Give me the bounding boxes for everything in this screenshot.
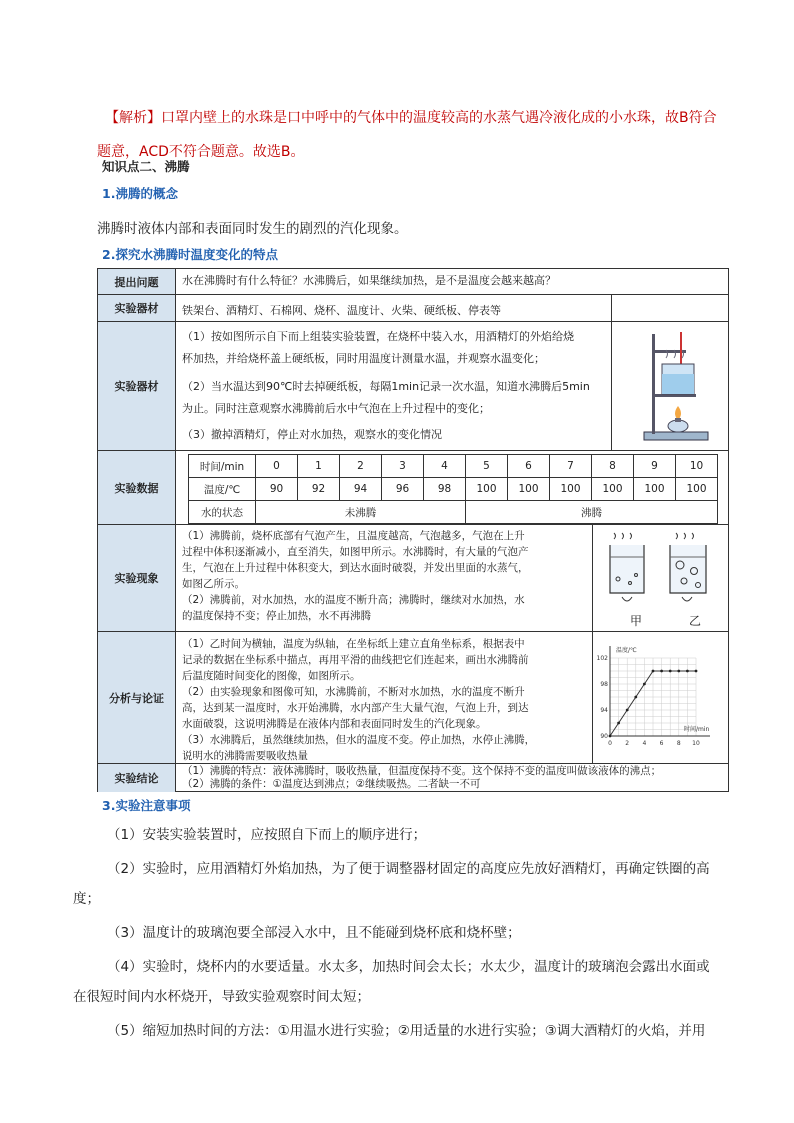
- row-header: 实验现象: [98, 525, 176, 631]
- row-header: 分析与论证: [98, 632, 176, 763]
- x-tick-label: 4: [642, 740, 647, 747]
- table-row: [98, 294, 728, 321]
- y-tick-label: 98: [600, 681, 608, 688]
- temp-cell: 90: [256, 478, 298, 501]
- data-table: [188, 454, 718, 524]
- temp-cell: 100: [592, 478, 634, 501]
- data-point: [652, 670, 655, 673]
- temp-cell: 100: [550, 478, 592, 501]
- time-cell: 10: [676, 455, 718, 478]
- analysis-line-2: 题意，ACD不符合题意。故选B。: [97, 144, 305, 160]
- table-row: [98, 524, 728, 631]
- cell-divider: [611, 322, 612, 450]
- text-line: 后温度随时间变化的图像，如图所示。: [182, 670, 361, 682]
- time-cell: 9: [634, 455, 676, 478]
- state-after: 沸腾: [466, 501, 718, 524]
- cell-divider: [611, 295, 612, 321]
- time-cell: 0: [256, 455, 298, 478]
- temp-cell: 100: [676, 478, 718, 501]
- temp-label: 温度/℃: [189, 478, 256, 501]
- heading-boiling-concept: 1.沸腾的概念: [102, 186, 178, 201]
- temp-cell: 98: [424, 478, 466, 501]
- table-row: [98, 763, 728, 792]
- x-tick-label: 10: [692, 740, 700, 747]
- state-before: 未沸腾: [256, 501, 466, 524]
- note-item: （3）温度计的玻璃泡要全部浸入水中，且不能碰到烧杯底和烧杯壁；: [107, 925, 521, 941]
- row-content: 水在沸腾时有什么特征？水沸腾后，如果继续加热，是不是温度会越来越高？: [182, 274, 556, 287]
- analysis-line-1: 口罩内壁上的水珠是口中呼中的气体中的温度较高的水蒸气遇冷液化成的小水珠，故B符合: [161, 110, 717, 126]
- apparatus-illustration: [636, 328, 716, 446]
- x-tick-label: 0: [608, 740, 612, 747]
- note-item: （1）安装实验装置时，应按照自下而上的顺序进行；: [107, 827, 427, 843]
- temp-cell: 100: [466, 478, 508, 501]
- time-cell: 1: [298, 455, 340, 478]
- time-cell: 5: [466, 455, 508, 478]
- data-point: [660, 670, 663, 673]
- text-line: （3）水沸腾后，虽然继续加热，但水的温度不变。停止加热，水停止沸腾，: [182, 734, 536, 746]
- data-point: [626, 709, 629, 712]
- heading-notes: 3.实验注意事项: [102, 798, 191, 813]
- analysis-paragraph: [97, 101, 727, 169]
- time-cell: 2: [340, 455, 382, 478]
- note-item: 在很短时间内水杯烧开，导致实验观察时间太短；: [73, 989, 370, 1005]
- row-header: 提出问题: [98, 269, 176, 294]
- row-content: [176, 322, 613, 450]
- data-point: [677, 670, 680, 673]
- text-line: 说明水的沸腾需要吸收热量: [182, 750, 308, 762]
- text-line: 高，达到某一温度时，水开始沸腾，水内部产生大量气泡，气泡上升，到达: [182, 702, 529, 714]
- row-header: 实验结论: [98, 764, 176, 792]
- text-line: 如图乙所示。: [182, 578, 245, 590]
- time-cell: 3: [382, 455, 424, 478]
- y-tick-label: 102: [596, 655, 608, 662]
- note-item: （4）实验时，烧杯内的水要适量。水太多，加热时间会太长；水太少，温度计的玻璃泡会露出水面或: [107, 959, 710, 975]
- temp-cell: 96: [382, 478, 424, 501]
- row-content: [176, 632, 596, 763]
- data-point: [695, 670, 698, 673]
- data-point: [609, 735, 612, 738]
- text-line: 记录的数据在坐标系中描点，再用平滑的曲线把它们连起来，画出水沸腾前: [182, 654, 529, 666]
- row-content: 铁架台、酒精灯、石棉网、烧杯、温度计、火柴、硬纸板、停表等: [182, 304, 501, 317]
- data-point: [643, 683, 646, 686]
- row-header: 实验数据: [98, 451, 176, 524]
- note-item: （5）缩短加热时间的方法：①用温水进行实验；②用适量的水进行实验；③调大酒精灯的火焰，并用: [107, 1023, 706, 1039]
- text-line: （2）沸腾前，对水加热，水的温度不断升高；沸腾时，继续对水加热，水: [182, 594, 525, 606]
- data-point: [686, 670, 689, 673]
- row-content: [176, 525, 596, 631]
- row-header: 实验器材: [98, 322, 176, 450]
- data-row-temp: [189, 478, 718, 501]
- x-tick-label: 6: [659, 740, 664, 747]
- note-item: 度；: [73, 891, 100, 907]
- boiling-definition: 沸腾时液体内部和表面同时发生的剧烈的汽化现象。: [97, 221, 408, 237]
- analysis-tag: 【解析】: [105, 110, 161, 126]
- table-row: [98, 321, 728, 450]
- table-row: [98, 631, 728, 763]
- table-row: [98, 269, 728, 294]
- x-axis-label: 时间/min: [684, 726, 710, 733]
- text-line: 杯加热，并给烧杯盖上硬纸板，同时用温度计测量水温，并观察水温变化；: [182, 352, 545, 365]
- text-line: 过程中体积逐渐减小，直至消失，如图甲所示。水沸腾时，有大量的气泡产: [182, 546, 529, 558]
- y-tick-label: 94: [600, 707, 608, 714]
- figure-label-yi: 乙: [689, 614, 702, 628]
- row-header: 实验器材: [98, 295, 176, 321]
- temp-cell: 94: [340, 478, 382, 501]
- text-line: （1）沸腾前，烧杯底部有气泡产生，且温度越高，气泡越多，气泡在上升: [182, 530, 525, 542]
- text-line: （2）由实验现象和图像可知，水沸腾前，不断对水加热，水的温度不断升: [182, 686, 525, 698]
- experiment-table: [97, 268, 729, 792]
- y-tick-label: 90: [600, 733, 608, 740]
- data-point: [669, 670, 672, 673]
- temp-cell: 100: [508, 478, 550, 501]
- data-row-state: [189, 501, 718, 524]
- time-label: 时间/min: [189, 455, 256, 478]
- text-line: （2）沸腾的条件：①温度达到沸点；②继续吸热。二者缺一不可: [182, 778, 481, 790]
- cell-divider: [592, 632, 593, 763]
- heading-experiment: 2.探究水沸腾时温度变化的特点: [102, 247, 278, 262]
- text-line: 的温度保持不变；停止加热，水不再沸腾: [182, 610, 371, 622]
- time-cell: 4: [424, 455, 466, 478]
- row-content: [176, 764, 667, 792]
- text-line: （1）沸腾的特点：液体沸腾时，吸收热量，但温度保持不变。这个保持不变的温度叫做该液体的沸点；: [182, 765, 662, 777]
- notes-list: [73, 820, 737, 1046]
- beaker-boiling: [670, 533, 706, 601]
- beaker-illustration: [604, 531, 720, 611]
- data-point: [617, 722, 620, 725]
- temp-cell: 100: [634, 478, 676, 501]
- text-line: （1）按如图所示自下而上组装实验装置，在烧杯中装入水，用酒精灯的外焰给烧: [182, 330, 574, 343]
- time-cell: 8: [592, 455, 634, 478]
- temperature-chart: [596, 636, 724, 758]
- text-line: （2）当水温达到90℃时去掉硬纸板，每隔1min记录一次水温，知道水沸腾后5min: [182, 380, 590, 393]
- text-line: 生，气泡在上升过程中体积变大，到达水面时破裂，并发出里面的水蒸气，: [182, 562, 529, 574]
- text-line: 水面破裂，这说明沸腾是在液体内部和表面同时发生的汽化现象。: [182, 718, 487, 730]
- x-tick-label: 2: [625, 740, 630, 747]
- note-item: （2）实验时，应用酒精灯外焰加热，为了便于调整器材固定的高度应先放好酒精灯，再确定铁圈的高: [107, 861, 710, 877]
- text-line: 为止。同时注意观察水沸腾前后水中气泡在上升过程中的变化；: [182, 402, 490, 415]
- text-line: （1）乙时间为横轴，温度为纵轴，在坐标纸上建立直角坐标系，根据表中: [182, 638, 525, 650]
- text-line: （3）撤掉酒精灯，停止对水加热，观察水的变化情况: [182, 428, 442, 441]
- state-label: 水的状态: [189, 501, 256, 524]
- cell-divider: [592, 525, 593, 631]
- section-title: 知识点二、沸腾: [102, 159, 190, 174]
- y-axis-label: 温度/℃: [616, 647, 637, 654]
- beaker-before-boiling: [610, 533, 644, 601]
- data-point: [634, 696, 637, 699]
- temp-cell: 92: [298, 478, 340, 501]
- time-cell: 7: [550, 455, 592, 478]
- x-tick-label: 8: [676, 740, 681, 747]
- data-row-time: [189, 455, 718, 478]
- figure-label-jia: 甲: [630, 614, 643, 628]
- table-row: [98, 450, 728, 524]
- time-cell: 6: [508, 455, 550, 478]
